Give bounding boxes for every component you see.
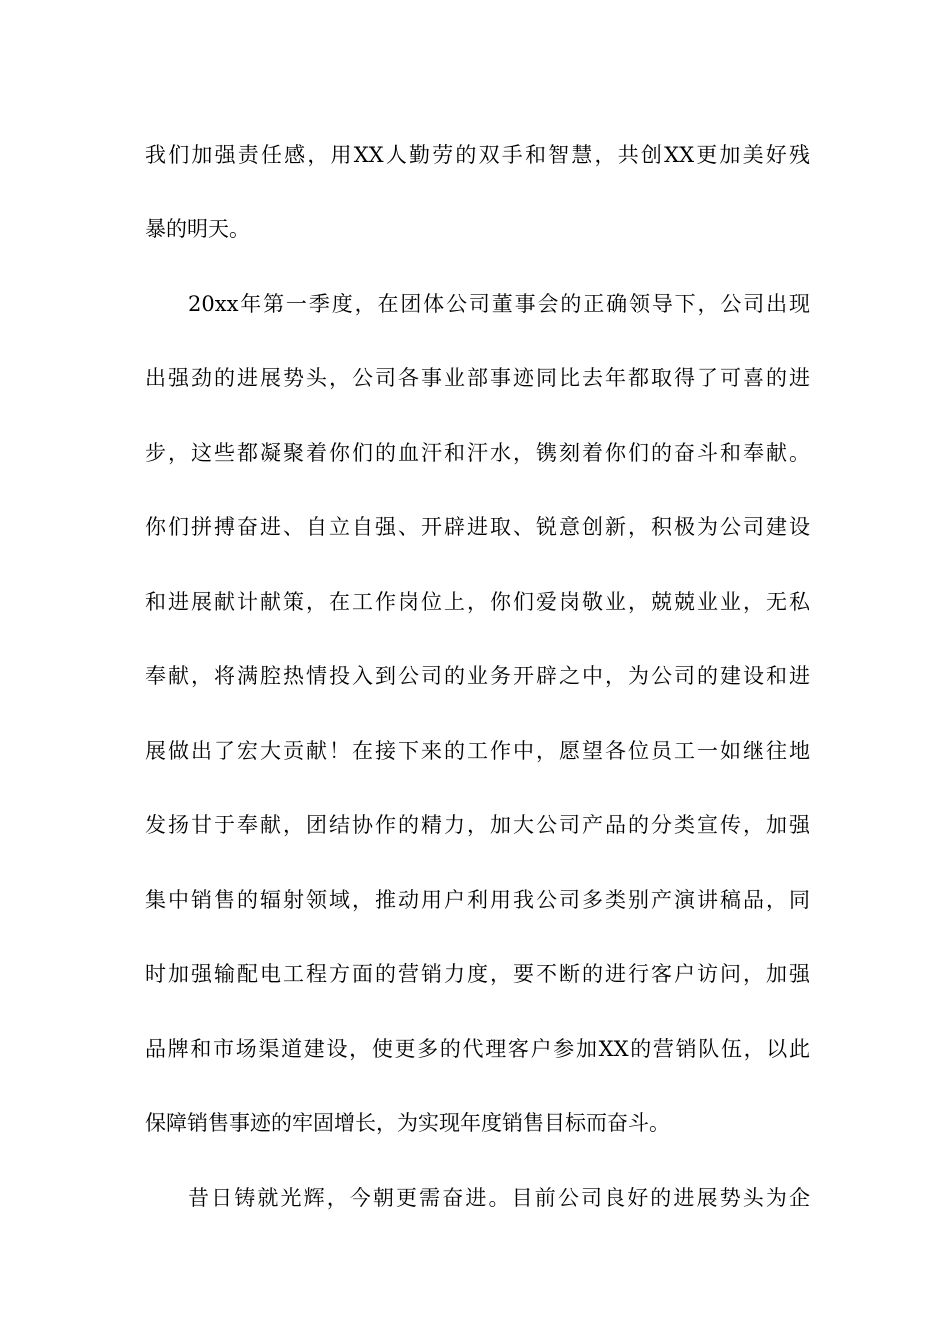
text-line-2: 暴的明天。 [145, 217, 250, 241]
text-line-6: 你们拼搏奋进、自立自强、开辟进取、锐意创新，积极为公司建设 [145, 515, 810, 539]
text-line-3: 20xx年第一季度，在团体公司董事会的正确领导下，公司出现 [188, 292, 810, 316]
text-line-11: 集中销售的辐射领域，推动用户利用我公司多类别产演讲稿品，同 [145, 888, 810, 912]
text-line-9: 展做出了宏大贡献！在接下来的工作中，愿望各位员工一如继往地 [145, 739, 810, 763]
text-line-4: 出强劲的进展势头，公司各事业部事迹同比去年都取得了可喜的进 [145, 366, 810, 390]
text-line-7: 和进展献计献策，在工作岗位上，你们爱岗敬业，兢兢业业，无私 [145, 590, 810, 614]
text-line-14: 保障销售事迹的牢固增长，为实现年度销售目标而奋斗。 [145, 1111, 670, 1135]
text-line-10: 发扬甘于奉献，团结协作的精力，加大公司产品的分类宣传，加强 [145, 813, 810, 837]
text-line-15: 昔日铸就光辉，今朝更需奋进。目前公司良好的进展势头为企 [188, 1186, 810, 1210]
text-line-8: 奉献，将满腔热情投入到公司的业务开辟之中，为公司的建设和进 [145, 664, 810, 688]
text-line-5: 步，这些都凝聚着你们的血汗和汗水，镌刻着你们的奋斗和奉献。 [145, 441, 810, 465]
text-line-12: 时加强输配电工程方面的营销力度，要不断的进行客户访问，加强 [145, 962, 810, 986]
text-line-1: 我们加强责任感，用XX人勤劳的双手和智慧，共创XX更加美好残 [145, 143, 810, 167]
text-line-13: 品牌和市场渠道建设，使更多的代理客户参加XX的营销队伍，以此 [145, 1037, 810, 1061]
